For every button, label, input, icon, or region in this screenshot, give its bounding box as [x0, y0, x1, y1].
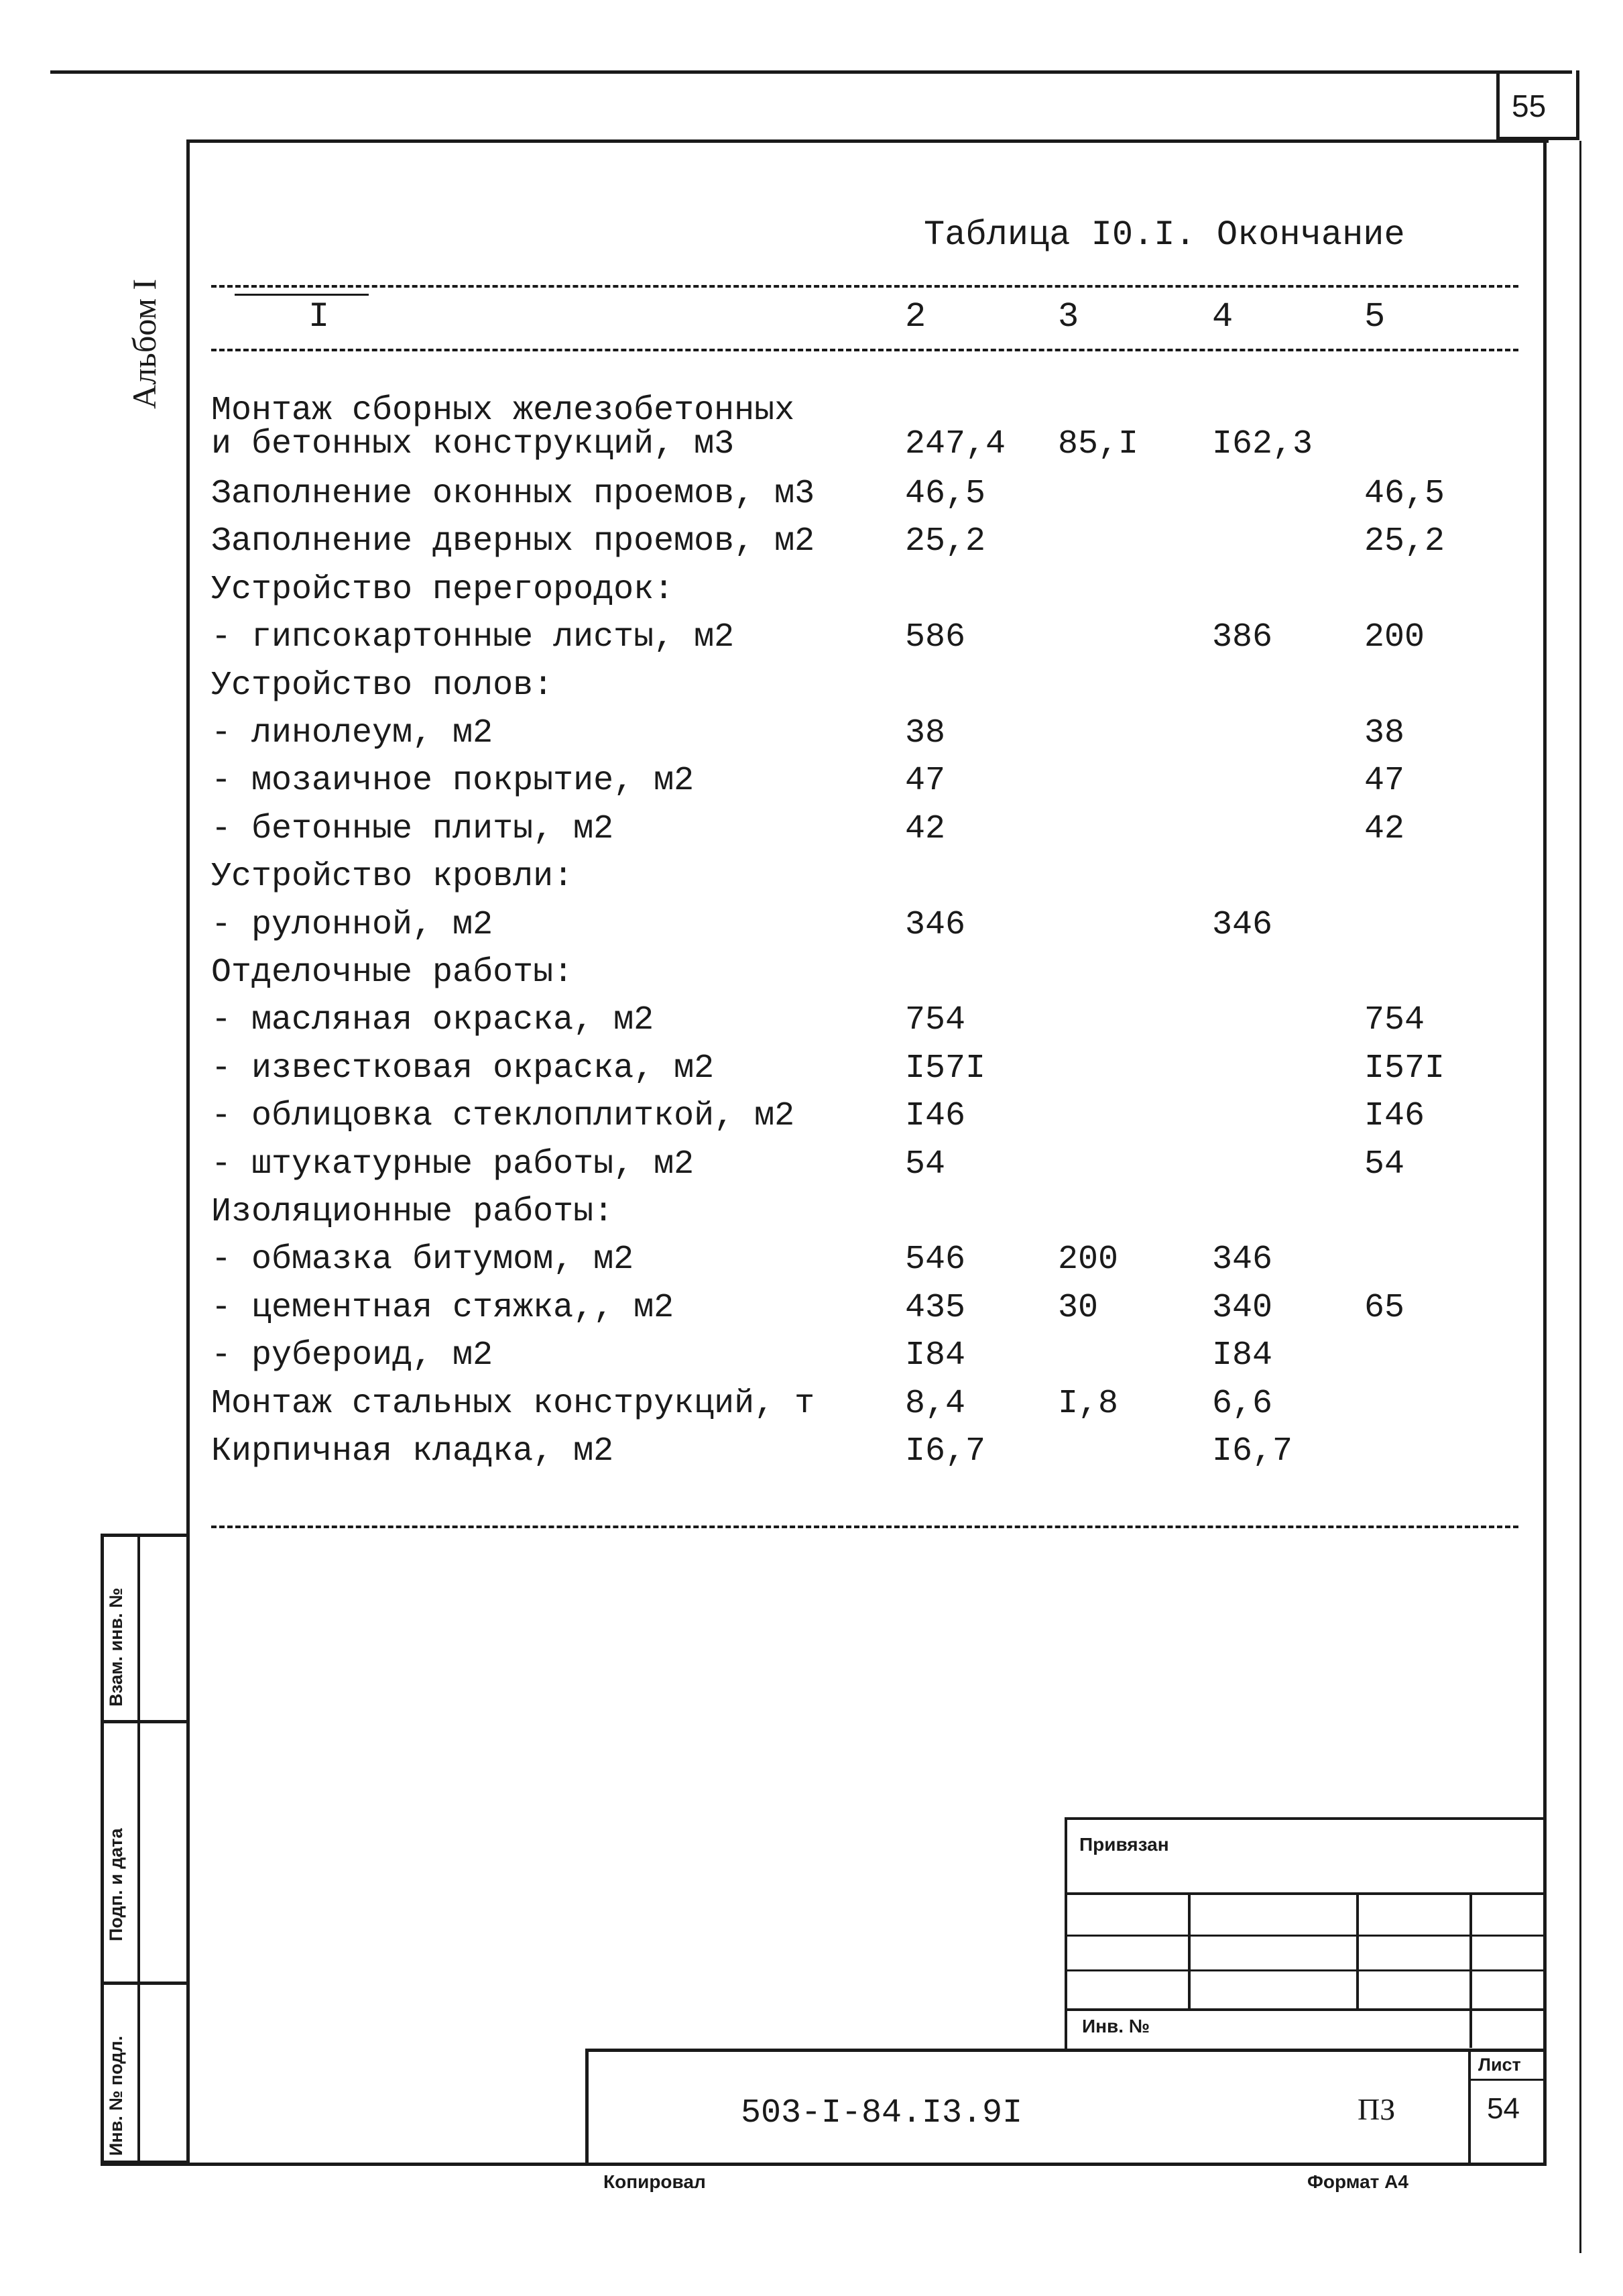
inv-no-label: Инв. № [1082, 2016, 1150, 2036]
cell-c4: I6,7 [1212, 1432, 1293, 1471]
cell-c4: 6,6 [1212, 1385, 1273, 1423]
cell-c2: I57I [905, 1049, 986, 1088]
cell-c2: 47 [905, 762, 946, 800]
col-header-4: 4 [1212, 297, 1234, 337]
row-label-cont: и бетонных конструкций, м3 [211, 425, 735, 463]
row-label: - гипсокартонные листы, м2 [211, 618, 735, 656]
tb-v1 [1188, 1892, 1191, 2008]
row-label: - масляная окраска, м2 [211, 1001, 654, 1039]
cell-c2: I46 [905, 1097, 966, 1135]
side-stamp-h1 [101, 1720, 188, 1723]
cell-c5: I57I [1364, 1049, 1445, 1088]
sheet-number: 54 [1487, 2092, 1520, 2125]
cell-c5: 65 [1364, 1289, 1405, 1327]
cell-c5: I46 [1364, 1097, 1425, 1135]
cell-c5: 46,5 [1364, 475, 1445, 513]
row-label: Отделочные работы: [211, 954, 574, 992]
col-header-1: I [308, 297, 330, 337]
inv-label: Инв. № подл. [106, 2035, 126, 2156]
cell-c2: I84 [905, 1336, 966, 1375]
tb-privyazan-top [1066, 1817, 1546, 1820]
kopiroval-label: Копировал [603, 2171, 706, 2192]
cell-c3: I,8 [1058, 1385, 1119, 1423]
row-label: - рубероид, м2 [211, 1336, 493, 1375]
tb-main-left [585, 2049, 589, 2164]
cell-c3: 200 [1058, 1241, 1119, 1279]
cell-c5: 25,2 [1364, 522, 1445, 561]
row-label: Заполнение дверных проемов, м2 [211, 522, 815, 561]
row-label: Заполнение оконных проемов, м3 [211, 475, 815, 513]
cell-c4: 346 [1212, 1241, 1273, 1279]
row-label: - штукатурные работы, м2 [211, 1145, 695, 1184]
page-number: 55 [1512, 89, 1547, 123]
cell-c2: 38 [905, 714, 946, 752]
cell-c2: 346 [905, 906, 966, 944]
row-label: - линолеум, м2 [211, 714, 493, 752]
cell-c2: 8,4 [905, 1385, 966, 1423]
row-label: Устройство полов: [211, 667, 554, 705]
row-label: Устройство перегородок: [211, 571, 674, 609]
row-label: Монтаж стальных конструкций, т [211, 1385, 815, 1423]
row-label: - цементная стяжка,, м2 [211, 1289, 674, 1327]
side-stamp-divider [137, 1534, 140, 2164]
cell-c5: 200 [1364, 618, 1425, 656]
tb-h4 [1066, 2008, 1546, 2011]
table-bottom-rule [211, 1526, 1518, 1528]
cell-c4: 386 [1212, 618, 1273, 656]
table-title: Таблица I0.I. Окончание [924, 215, 1405, 255]
cell-c2: 54 [905, 1145, 946, 1184]
album-label: Альбом I [125, 278, 163, 409]
doc-code: ПЗ [1358, 2092, 1396, 2126]
designation: 503-I-84.I3.9I [741, 2094, 1023, 2132]
vzam-label: Взам. инв. № [106, 1587, 126, 1707]
cell-c5: 38 [1364, 714, 1405, 752]
row-label: - обмазка битумом, м2 [211, 1241, 634, 1279]
cell-c2: 586 [905, 618, 966, 656]
privyazan-label: Привязан [1079, 1834, 1169, 1855]
cell-c5: 54 [1364, 1145, 1405, 1184]
cell-c2: I6,7 [905, 1432, 986, 1471]
cell-c2: 25,2 [905, 522, 986, 561]
cell-c4: 346 [1212, 906, 1273, 944]
format-label: Формат А4 [1307, 2171, 1408, 2192]
cell-c5: 42 [1364, 810, 1405, 848]
cell-c2: 546 [905, 1241, 966, 1279]
cell-c2: 435 [905, 1289, 966, 1327]
row-label: Изоляционные работы: [211, 1193, 614, 1231]
podp-label: Подп. и дата [106, 1828, 126, 1941]
col-header-3: 3 [1058, 297, 1079, 337]
row-label: Устройство кровли: [211, 858, 574, 896]
tb-v3 [1469, 1892, 1472, 2048]
cell-c5: 754 [1364, 1001, 1425, 1039]
tb-sheet-mid [1468, 2079, 1546, 2081]
cell-c4: 340 [1212, 1289, 1273, 1327]
tb-main-top [587, 2049, 1547, 2052]
cell-c2: 42 [905, 810, 946, 848]
cell-c5: 47 [1364, 762, 1405, 800]
tb-v2 [1356, 1892, 1359, 2008]
cell-c2: 754 [905, 1001, 966, 1039]
row-label: - известковая окраска, м2 [211, 1049, 715, 1088]
col-header-2: 2 [905, 297, 926, 337]
tb-h3 [1066, 1969, 1546, 1971]
tb-h1 [1066, 1892, 1546, 1895]
row-label: - мозаичное покрытие, м2 [211, 762, 695, 800]
cell-c2: 247,4 [905, 425, 1006, 463]
row-label: Монтаж сборных железобетонных [211, 392, 795, 430]
col-header-5: 5 [1364, 297, 1386, 337]
tb-h2 [1066, 1935, 1546, 1937]
tb-left-line [1065, 1817, 1067, 2049]
side-stamp-h2 [101, 1982, 188, 1985]
cell-c3: 30 [1058, 1289, 1099, 1327]
tb-sheet-left [1468, 2049, 1471, 2164]
cell-c2: 46,5 [905, 475, 986, 513]
cell-c4: I62,3 [1212, 425, 1313, 463]
cell-c4: I84 [1212, 1336, 1273, 1375]
row-label: Кирпичная кладка, м2 [211, 1432, 614, 1471]
row-label: - бетонные плиты, м2 [211, 810, 614, 848]
cell-c3: 85,I [1058, 425, 1139, 463]
row-label: - рулонной, м2 [211, 906, 493, 944]
sheet-label: Лист [1478, 2055, 1521, 2075]
row-label: - облицовка стеклоплиткой, м2 [211, 1097, 795, 1135]
